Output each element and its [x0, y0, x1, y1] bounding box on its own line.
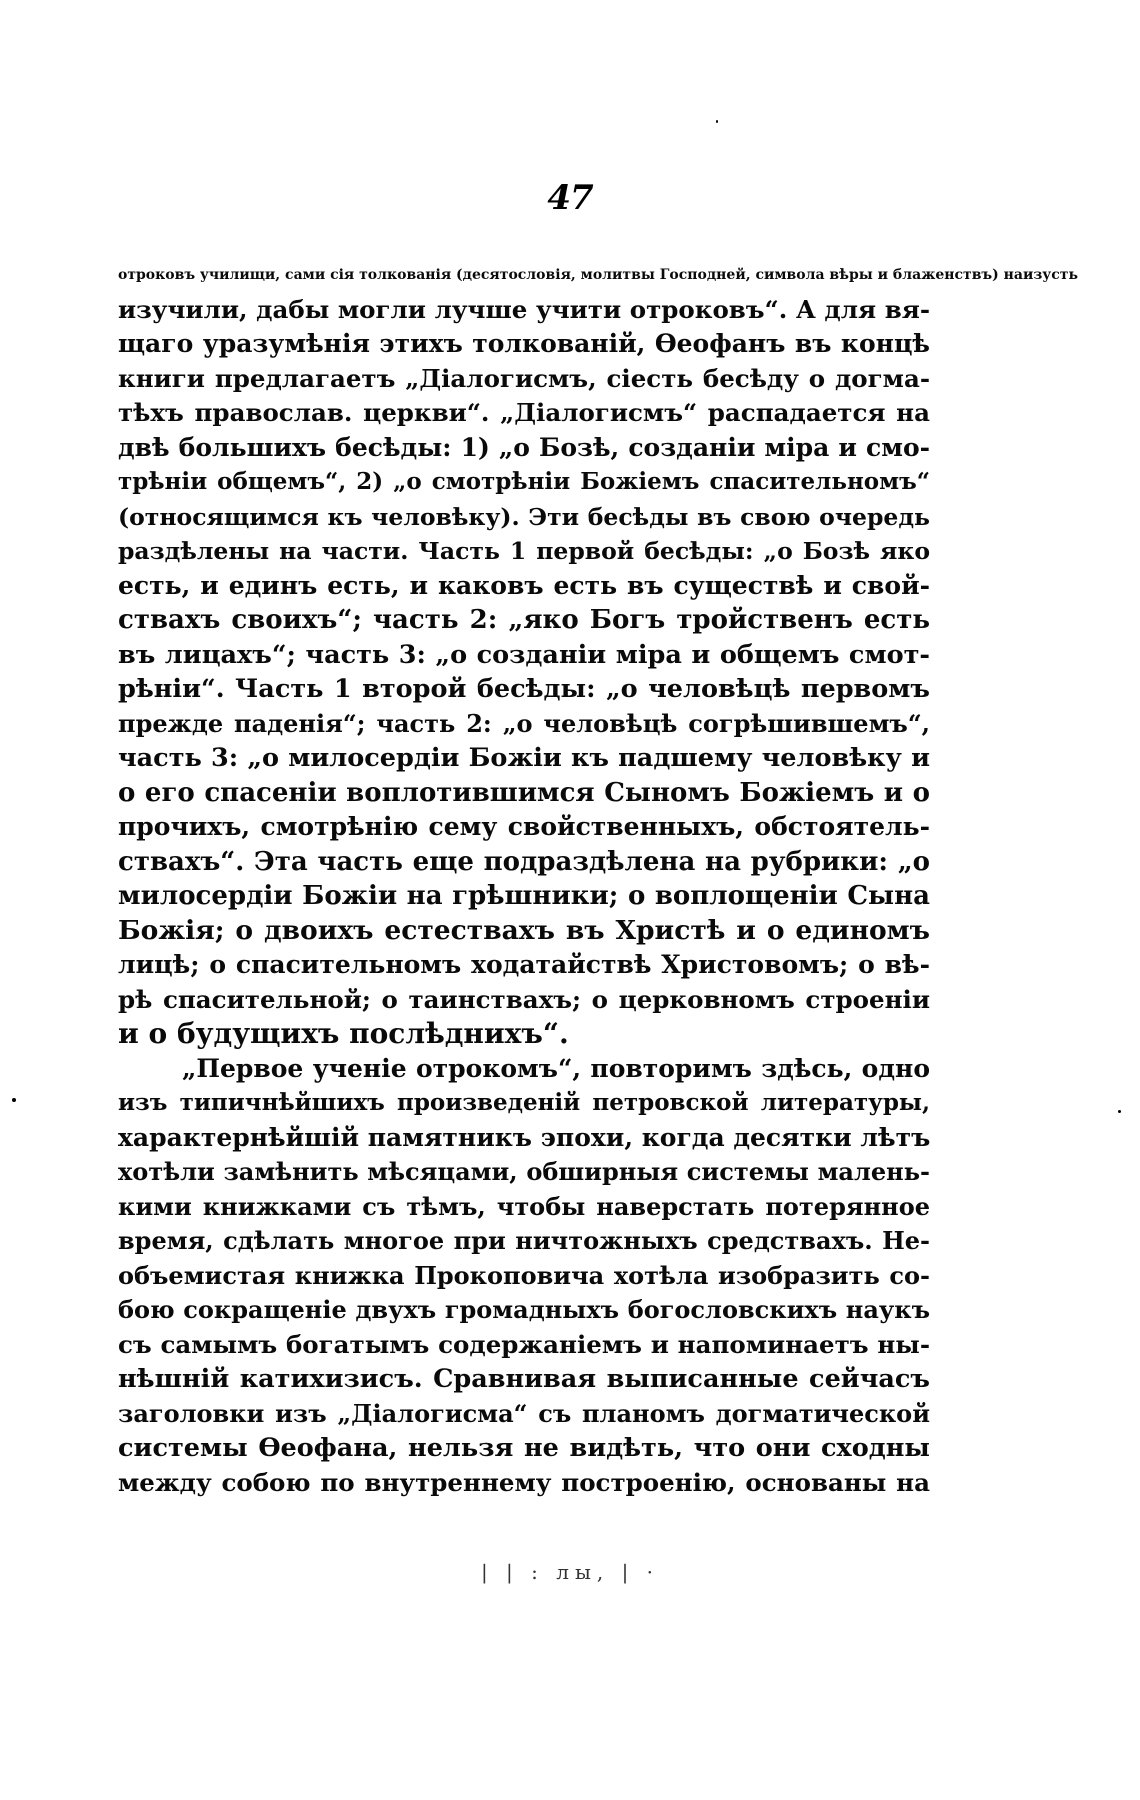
text-line: характернѣйшій памятникъ эпохи, когда десятки лѣтъ [118, 1122, 931, 1152]
text-line: изучили, дабы могли лучше учити отроковъ“. А для вя- [118, 294, 930, 324]
text-line: прежде паденія“; часть 2: „о человѣцѣ согрѣшившемъ“, [118, 708, 930, 738]
text-line: о его спасеніи воплотившимся Сыномъ Божіемъ и о [118, 777, 930, 808]
page-number: 47 [547, 178, 593, 218]
text-line: системы Өеофана, нельзя не видѣть, что они сходны [118, 1433, 930, 1463]
text-line: прочихъ, смотрѣнію сему свойственныхъ, обстоятель- [118, 812, 930, 841]
text-line: отроковъ училищи, сами сія толкованія (десятословія, молитвы Господней, символа вѣры и блаженствъ) наизусть [118, 267, 1078, 283]
text-line: съ самымъ богатымъ содержаніемъ и напоминаетъ ны- [118, 1329, 930, 1359]
text-line: между собою по внутреннему построенію, основаны на [118, 1467, 930, 1497]
text-line: объемистая книжка Прокоповича хотѣла изобразить со- [118, 1260, 930, 1290]
text-line: ствахъ своихъ“; часть 2: „яко Богъ тройственъ есть [118, 605, 930, 635]
text-line: хотѣли замѣнить мѣсяцами, обширныя системы малень- [118, 1157, 930, 1186]
text-line: лицѣ; о спасительномъ ходатайствѣ Христовомъ; о вѣ- [118, 950, 930, 979]
text-line: рѣ спасительной; о таинствахъ; о церковномъ строеніи [118, 984, 930, 1014]
text-line: двѣ большихъ бесѣды: 1) „о Бозѣ, созданіи міра и смо- [118, 432, 930, 462]
text-line: раздѣлены на части. Часть 1 первой бесѣды: „о Бозѣ яко [118, 537, 930, 565]
text-line: и о будущихъ послѣднихъ“. [118, 1017, 569, 1050]
text-line: нѣшній катихизисъ. Сравнивая выписанные сейчасъ [118, 1364, 930, 1394]
text-line: (относящимся къ человѣку). Эти бесѣды въ свою очередь [118, 502, 930, 531]
text-line: часть 3: „о милосердіи Божіи къ падшему человѣку и [118, 743, 930, 773]
text-line: кими книжками съ тѣмъ, чтобы наверстать потерянное [118, 1191, 930, 1221]
text-line: ствахъ“. Эта часть еще подраздѣлена на рубрики: „о [118, 846, 930, 877]
text-line: щаго уразумѣнія этихъ толкованій, Өеофанъ въ концѣ [118, 329, 930, 358]
text-line: трѣніи общемъ“, 2) „о смотрѣніи Божіемъ спасительномъ“ [118, 468, 930, 495]
text-line: въ лицахъ“; часть 3: „о созданіи міра и общемъ смот- [118, 639, 930, 670]
text-line: бою сокращеніе двухъ громадныхъ богословскихъ наукъ [118, 1295, 930, 1324]
text-line: время, сдѣлать многое при ничтожныхъ средствахъ. Не- [118, 1226, 930, 1255]
text-line: изъ типичнѣйшихъ произведеній петровской литературы, [118, 1089, 930, 1116]
text-line: есть, и единъ есть, и каковъ есть въ существѣ и свой- [118, 570, 930, 600]
text-line: Божія; о двоихъ естествахъ въ Христѣ и о единомъ [118, 914, 930, 946]
footer-scan-marks: | | : лы, | · [480, 1560, 660, 1584]
text-line: книги предлагаетъ „Діалогисмъ, сіесть бесѣду о догма- [118, 363, 930, 393]
text-line: милосердіи Божіи на грѣшники; о воплощеніи Сына [118, 881, 930, 911]
body-text [118, 258, 1078, 1500]
text-line: заголовки изъ „Діалогисма“ съ планомъ догматической [118, 1398, 930, 1428]
scan-speck [716, 120, 718, 123]
text-line: „Первое ученіе отрокомъ“, повторимъ здѣсь, одно [182, 1053, 930, 1083]
scan-speck [1118, 1110, 1121, 1113]
text-line: рѣніи“. Часть 1 второй бесѣды: „о человѣцѣ первомъ [118, 674, 930, 704]
text-line: тѣхъ православ. церкви“. „Діалогисмъ“ распадается на [118, 398, 930, 427]
scan-speck [12, 1098, 16, 1102]
